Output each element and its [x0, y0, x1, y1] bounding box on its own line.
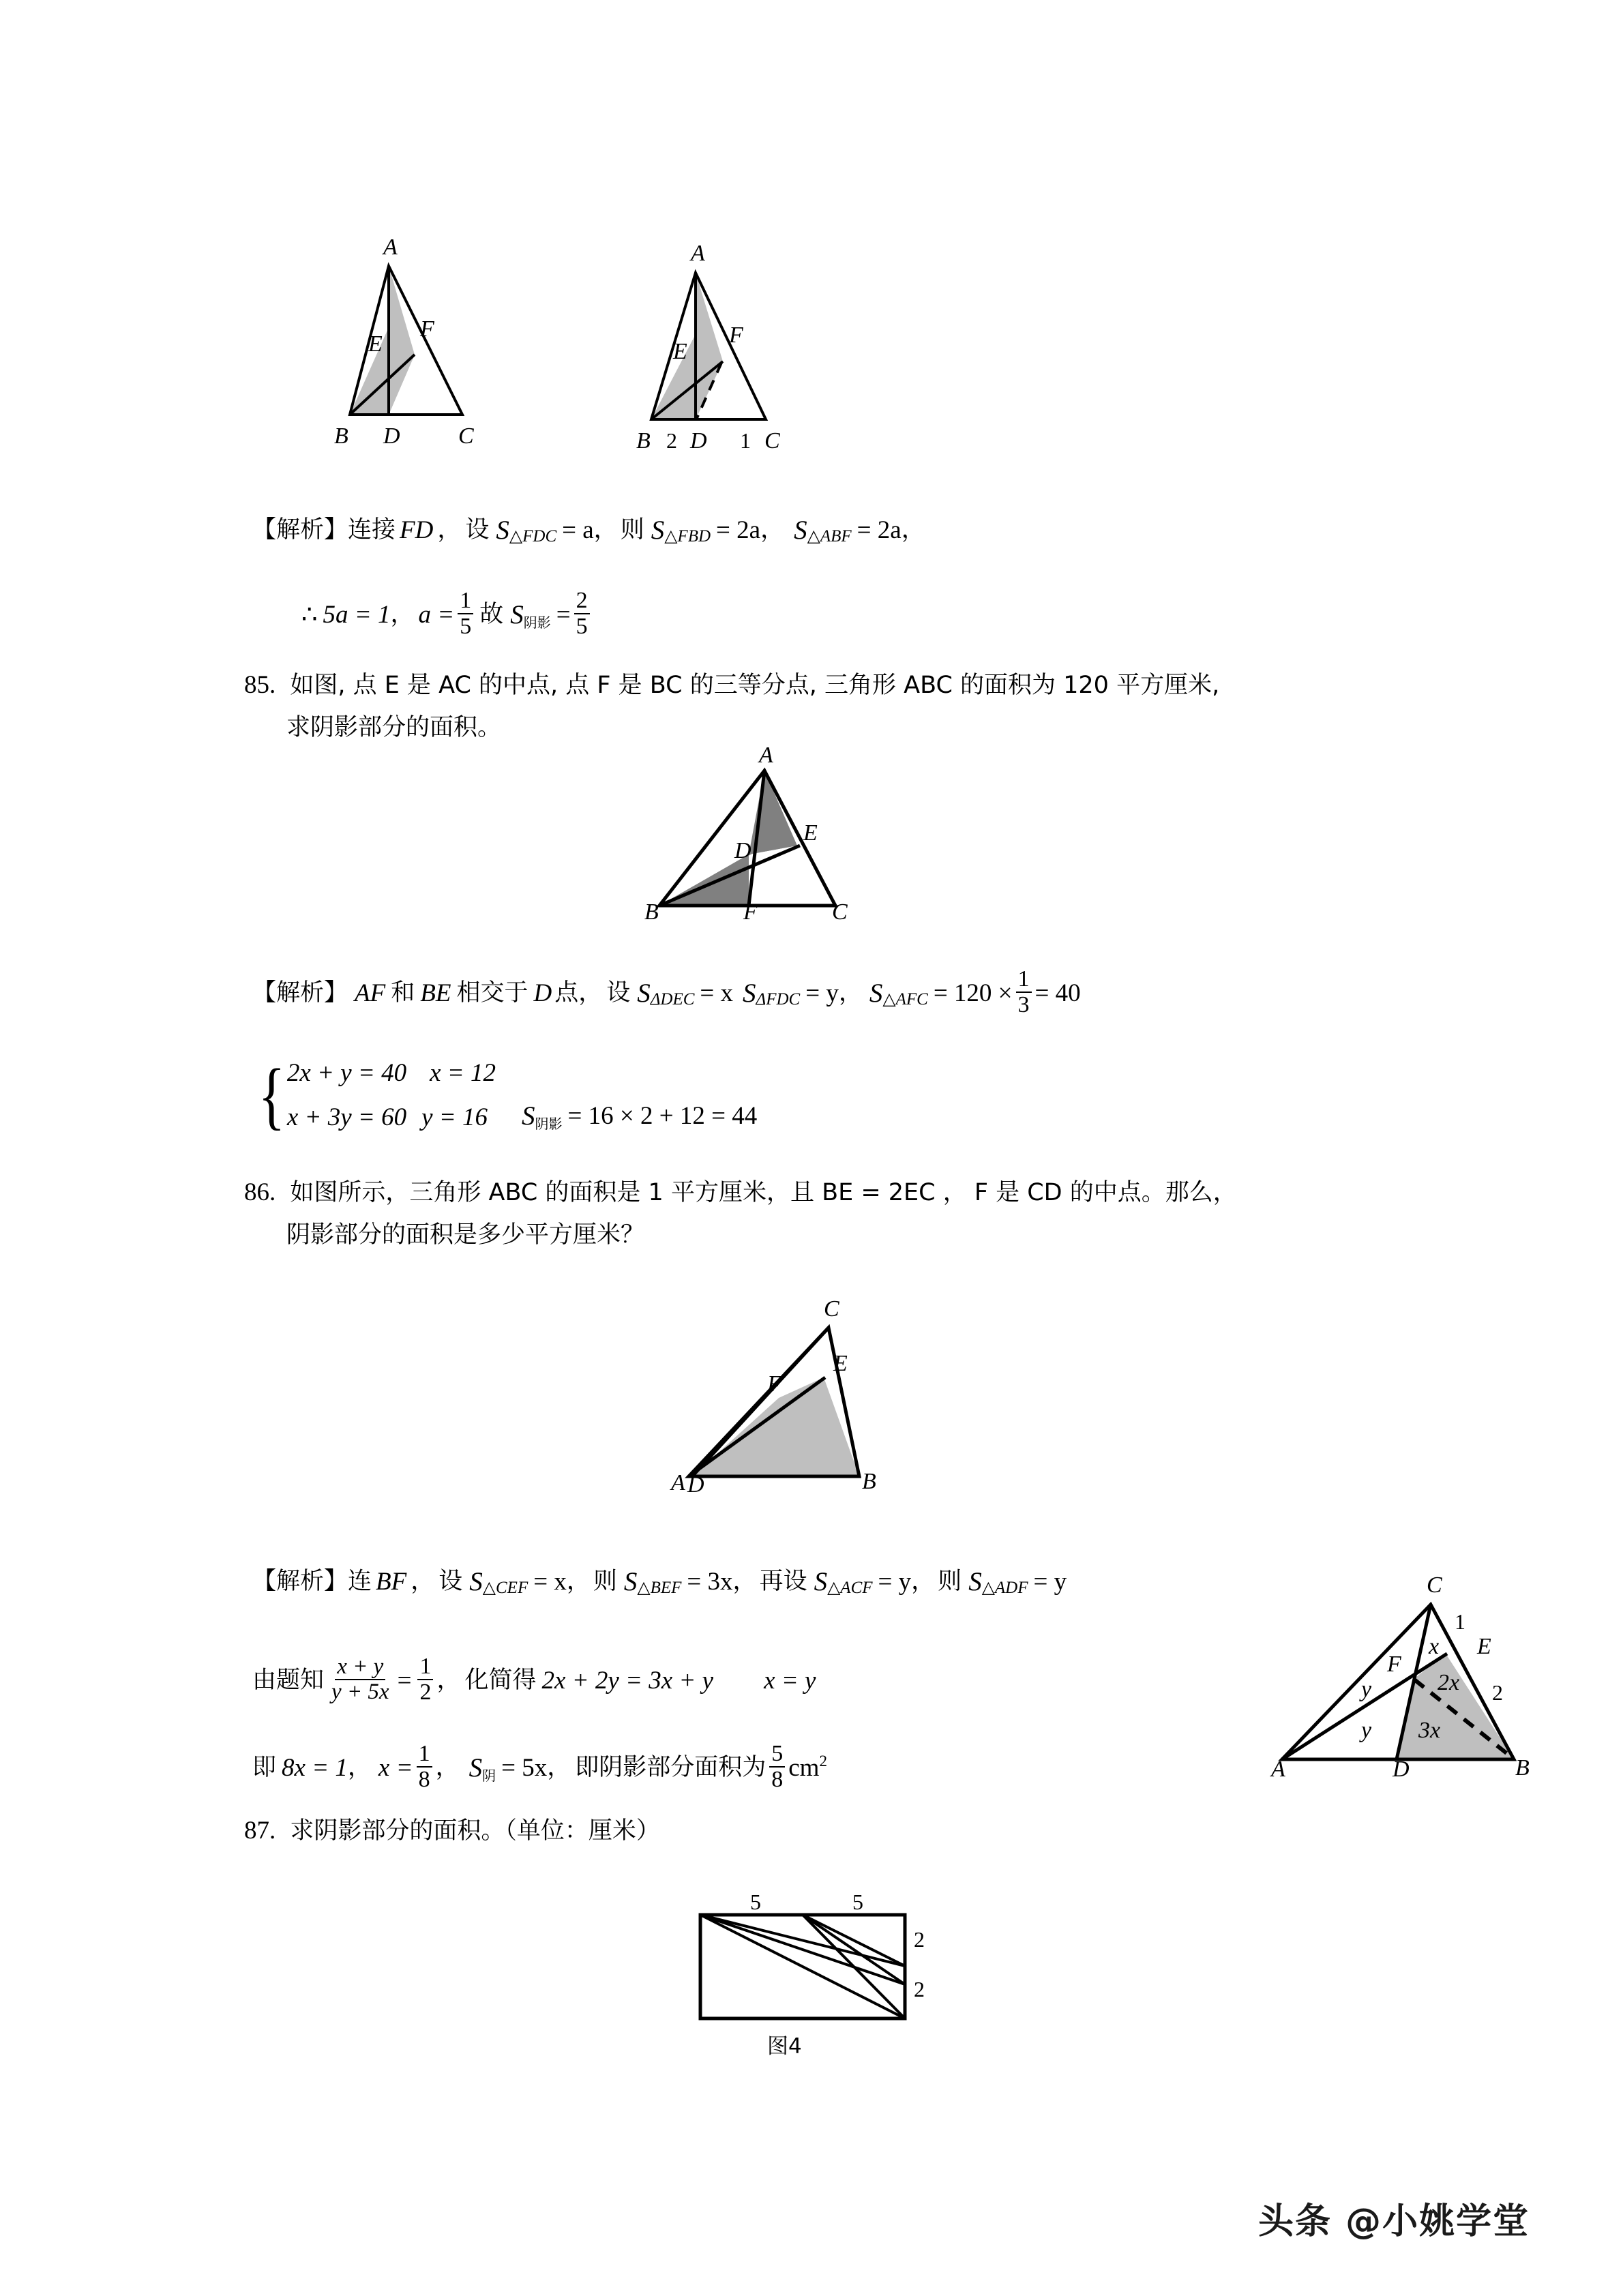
sol86-S4-eq: = y	[1033, 1568, 1067, 1596]
sol86-l3-c1: ，	[347, 1754, 372, 1782]
system-eq-2: x + 3y = 60	[286, 1103, 407, 1131]
sol86-fraction-eighth	[417, 1742, 432, 1791]
sol86-S2-eq: = 3x	[687, 1568, 733, 1596]
figure-label-A: A	[671, 1470, 685, 1493]
figure-label-C: C	[832, 899, 848, 921]
figure-label-B: B	[334, 423, 348, 449]
figure-label-E: E	[1477, 1634, 1491, 1659]
figure-top-right	[576, 225, 835, 453]
problem-87-line1: 求阴影部分的面积。（单位：厘米）	[290, 1817, 660, 1845]
sol86-f-den: 8	[418, 1766, 430, 1792]
sol84-frac-num: 1	[458, 588, 473, 614]
analysis-label: 【解析】	[252, 979, 348, 1007]
system-sol-2: y = 16	[421, 1103, 488, 1131]
figure-label-D: D	[690, 428, 707, 453]
figure-top-label-1: 5	[750, 1892, 761, 1914]
sol86-res: x = y	[764, 1667, 816, 1695]
sol84-lead: 连接	[348, 516, 396, 543]
sol86-again-set: 再设	[759, 1568, 807, 1595]
sol86-f1-num: x + y	[335, 1655, 385, 1680]
figure-problem-87	[679, 1892, 951, 2063]
sol86-expr: 2x + 2y = 3x + y	[541, 1667, 714, 1695]
sol86-r-den: 8	[771, 1766, 784, 1792]
sol85-S-shade: S	[522, 1101, 535, 1131]
sol86-f-num: 1	[417, 1742, 432, 1768]
system-eq-1: 2x + y = 40	[286, 1059, 407, 1087]
sol86-S1-sub: △CEF	[482, 1579, 528, 1597]
sol86-lian: 连	[348, 1568, 372, 1595]
sol86-fraction-half	[417, 1654, 433, 1704]
sol85-fraction-third	[1016, 967, 1032, 1017]
sol86-S2-sub: △BEF	[637, 1579, 682, 1597]
figure-label-E: E	[368, 331, 383, 357]
figure-label-B: B	[1515, 1755, 1530, 1780]
sol86-f2-num: 1	[417, 1654, 433, 1680]
figure-label-F: F	[1387, 1652, 1401, 1677]
figure-label-E: E	[803, 820, 818, 846]
problem-87	[244, 1810, 660, 1852]
figure-label-E: E	[833, 1351, 848, 1376]
figure-label-C: C	[764, 428, 780, 453]
sol86-l2-eq: =	[397, 1667, 412, 1695]
sol84-S2: S	[651, 516, 665, 545]
sol85-S1: S	[637, 979, 651, 1009]
sol85-intersect: 相交于	[456, 979, 528, 1007]
figure-label-D: D	[734, 838, 751, 863]
system-row-2	[287, 1103, 496, 1132]
figure-label-B: B	[636, 428, 651, 453]
sol85-and: 和	[391, 979, 415, 1007]
sol86-8x: 8x = 1	[282, 1754, 348, 1783]
figure-right-label-2: 2	[914, 1977, 925, 2001]
sol86-comma4: ，	[911, 1568, 936, 1595]
sol84-S-shade-sub: 阴影	[523, 614, 551, 631]
figure-problem-85	[624, 743, 910, 921]
figure-area-y-upper: y	[1361, 1677, 1372, 1702]
sol86-fraction-ratio	[329, 1655, 391, 1703]
figure-label-E: E	[673, 339, 687, 364]
sol84-S2-eq: = 2a	[716, 516, 761, 544]
figure-87-caption-text: 图4	[767, 2034, 802, 2059]
sol86-S1-eq: = x	[533, 1568, 567, 1596]
sol84-so: 故	[479, 601, 504, 629]
sol84-res-num: 2	[574, 588, 590, 614]
sol85-result-eq: = 16 × 2 + 12 = 44	[567, 1102, 758, 1130]
problem-85-line2-wrap	[286, 706, 501, 749]
sol84-S1: S	[496, 516, 509, 545]
figure-ratio-CE: 1	[1455, 1609, 1465, 1634]
sol84-therefore: ∴	[301, 601, 318, 629]
sol85-S3-eq2: = 40	[1034, 979, 1081, 1008]
sol86-S-shade: S	[468, 1753, 483, 1783]
system-row-1	[287, 1058, 496, 1088]
sol84-comma2: ，	[593, 516, 618, 543]
sol84-then: 则	[620, 516, 644, 543]
sol86-S-shade-eq: = 5x	[501, 1754, 548, 1783]
sol85-S3: S	[869, 979, 883, 1009]
sol85-frac-num: 1	[1016, 967, 1032, 993]
sol86-S3-eq: = y	[878, 1568, 912, 1596]
sol84-comma1: ，	[437, 516, 462, 543]
figure-label-F: F	[420, 316, 434, 342]
sol85-S-shade-sub: 阴影	[535, 1115, 563, 1132]
solution-86-line-3	[252, 1743, 827, 1793]
sol86-fraction-result	[769, 1742, 785, 1791]
sol84-S1-sub: △FDC	[509, 527, 557, 546]
sol84-set: 设	[465, 516, 490, 543]
figure-label-D: D	[383, 423, 400, 449]
figure-length-DC: 1	[740, 428, 751, 453]
sol86-comma1: ，	[411, 1568, 435, 1595]
sol86-unit-sup: 2	[819, 1753, 827, 1770]
figure-label-F: F	[743, 899, 758, 921]
sol85-S3-sub: △AFC	[882, 990, 928, 1009]
sol86-f1-den: y + 5x	[331, 1679, 389, 1704]
left-brace-icon: {	[258, 1053, 286, 1137]
sol85-BE: BE	[420, 979, 451, 1008]
figure-top-left	[273, 225, 518, 450]
figure-area-2x: 2x	[1438, 1670, 1460, 1695]
figure-label-D: D	[1393, 1757, 1410, 1782]
sol86-x-eq: x =	[378, 1754, 413, 1783]
sol85-point: 点，	[554, 979, 603, 1007]
watermark-text: 头条 @小姚学堂	[1258, 2201, 1530, 2242]
sol86-tail: 即阴影部分面积为	[575, 1754, 766, 1782]
sol85-S1-sub: ΔDEC	[650, 990, 695, 1009]
sol84-res-den: 5	[576, 613, 588, 639]
figure-label-A: A	[383, 235, 398, 260]
problem-85-line1: 如图, 点 E 是 AC 的中点, 点 F 是 BC 的三等分点, 三角形 ABC 的面积为 120 平方厘米,	[290, 672, 1220, 699]
sol84-S1-eq: = a	[562, 516, 594, 544]
figure-area-y-lower: y	[1361, 1718, 1372, 1743]
figure-label-F: F	[729, 323, 743, 348]
sol86-S3-sub: △ACF	[827, 1579, 873, 1597]
sol86-simplify: 化简得	[464, 1667, 537, 1695]
figure-area-x: x	[1429, 1634, 1440, 1659]
sol84-l2-comma: ，	[390, 601, 415, 629]
figure-right-label-1: 2	[914, 1927, 925, 1952]
sol85-comma: ，	[838, 979, 863, 1007]
sol84-S3-sub: △ABF	[807, 527, 852, 546]
problem-86	[244, 1172, 1237, 1214]
figure-area-3x: 3x	[1418, 1718, 1441, 1743]
sol84-eq1: 5a = 1	[323, 601, 391, 629]
figure-length-BD: 2	[666, 428, 677, 453]
figure-top-label-2: 5	[852, 1892, 863, 1914]
sol86-comma3: ，	[732, 1568, 757, 1595]
sol86-l2-lead: 由题知	[252, 1667, 325, 1695]
sol86-unit: cm	[788, 1754, 820, 1783]
figure-label-D: D	[687, 1472, 704, 1493]
system-sol-1: x = 12	[430, 1059, 496, 1087]
figure-label-F: F	[767, 1371, 781, 1397]
sol86-l2-comma: ，	[436, 1667, 461, 1695]
sol86-S4: S	[968, 1567, 982, 1596]
sol85-frac-den: 3	[1017, 992, 1030, 1017]
sol84-result-eq: =	[556, 601, 571, 629]
analysis-label: 【解析】	[252, 516, 348, 543]
figure-label-C: C	[458, 423, 474, 449]
sol84-S3-eq: = 2a	[857, 516, 902, 544]
sol85-D: D	[533, 979, 552, 1008]
solution-85-system	[254, 1053, 496, 1137]
figure-label-B: B	[862, 1469, 876, 1493]
sol86-l3-c3: ，	[547, 1754, 571, 1782]
figure-ratio-EB: 2	[1492, 1680, 1503, 1705]
sol84-comma4: ，	[901, 516, 925, 543]
sol84-S3: S	[794, 516, 807, 545]
figure-label-A: A	[1271, 1757, 1285, 1782]
figure-label-C: C	[824, 1296, 839, 1322]
problem-86-line1: 如图所示，三角形 ABC 的面积是 1 平方厘米，且 BE = 2EC ， F 是 CD 的中点。那么，	[290, 1179, 1237, 1206]
figure-label-B: B	[644, 899, 659, 921]
solution-86-line-1	[252, 1568, 1067, 1595]
watermark	[1258, 2192, 1530, 2243]
figure-87-caption	[767, 2029, 802, 2059]
problem-85-line2: 求阴影部分的面积。	[286, 714, 502, 741]
solution-85-line-1	[252, 968, 1081, 1018]
sol84-frac-den: 5	[460, 613, 472, 639]
sol86-set: 设	[438, 1568, 463, 1595]
sol84-comma3: ，	[760, 516, 785, 543]
sol86-S4-sub: △ADF	[981, 1579, 1028, 1597]
problem-85-number: 85.	[244, 671, 276, 699]
sol86-BF: BF	[376, 1568, 407, 1596]
sol86-l3-c2: ，	[435, 1754, 460, 1782]
figure-label-C: C	[1427, 1572, 1442, 1598]
problem-86-line2: 阴影部分的面积是多少平方厘米？	[286, 1221, 645, 1249]
solution-86-line-2	[252, 1656, 816, 1705]
figure-label-A: A	[691, 241, 705, 266]
sol84-fraction-result	[574, 588, 590, 638]
solution-85-result	[522, 1101, 758, 1132]
sol86-then1: 则	[593, 1568, 617, 1595]
figure-label-A: A	[759, 743, 773, 768]
solution-84-line-1	[252, 516, 925, 546]
problem-87-number: 87.	[244, 1817, 276, 1845]
sol84-a-eq: a =	[418, 601, 455, 629]
sol85-S2-eq: = y	[805, 979, 839, 1008]
sol86-f2-den: 2	[419, 1679, 432, 1705]
sol84-fraction-a	[458, 588, 473, 638]
sol85-set: 设	[606, 979, 631, 1007]
problem-85	[244, 664, 1219, 706]
sol85-S1-eq: = x	[700, 979, 734, 1008]
sol86-S-shade-sub: 阴	[482, 1767, 496, 1784]
sol86-comma2: ，	[566, 1568, 591, 1595]
sol86-r-num: 5	[769, 1742, 785, 1768]
sol85-S3-eq1: = 120 ×	[933, 979, 1013, 1008]
sol85-S2: S	[743, 979, 756, 1009]
problem-86-number: 86.	[244, 1178, 276, 1206]
sol86-S3: S	[814, 1567, 828, 1596]
sol86-S1: S	[469, 1567, 483, 1596]
sol84-S-shade: S	[510, 600, 524, 630]
figure-problem-86-annotated	[1248, 1558, 1548, 1824]
sol86-then2: 则	[938, 1568, 962, 1595]
figure-problem-86	[586, 1282, 900, 1493]
sol85-AF: AF	[355, 979, 386, 1008]
solution-84-line-2	[301, 590, 593, 640]
sol84-segment: FD	[400, 516, 434, 544]
sol86-S2: S	[623, 1567, 638, 1596]
problem-86-line2-wrap	[286, 1214, 644, 1256]
sol86-l3-lead: 即	[252, 1754, 277, 1782]
sol85-S2-sub: ΔFDC	[756, 990, 801, 1009]
sol84-S2-sub: △FBD	[664, 527, 711, 546]
analysis-label: 【解析】	[252, 1568, 348, 1595]
